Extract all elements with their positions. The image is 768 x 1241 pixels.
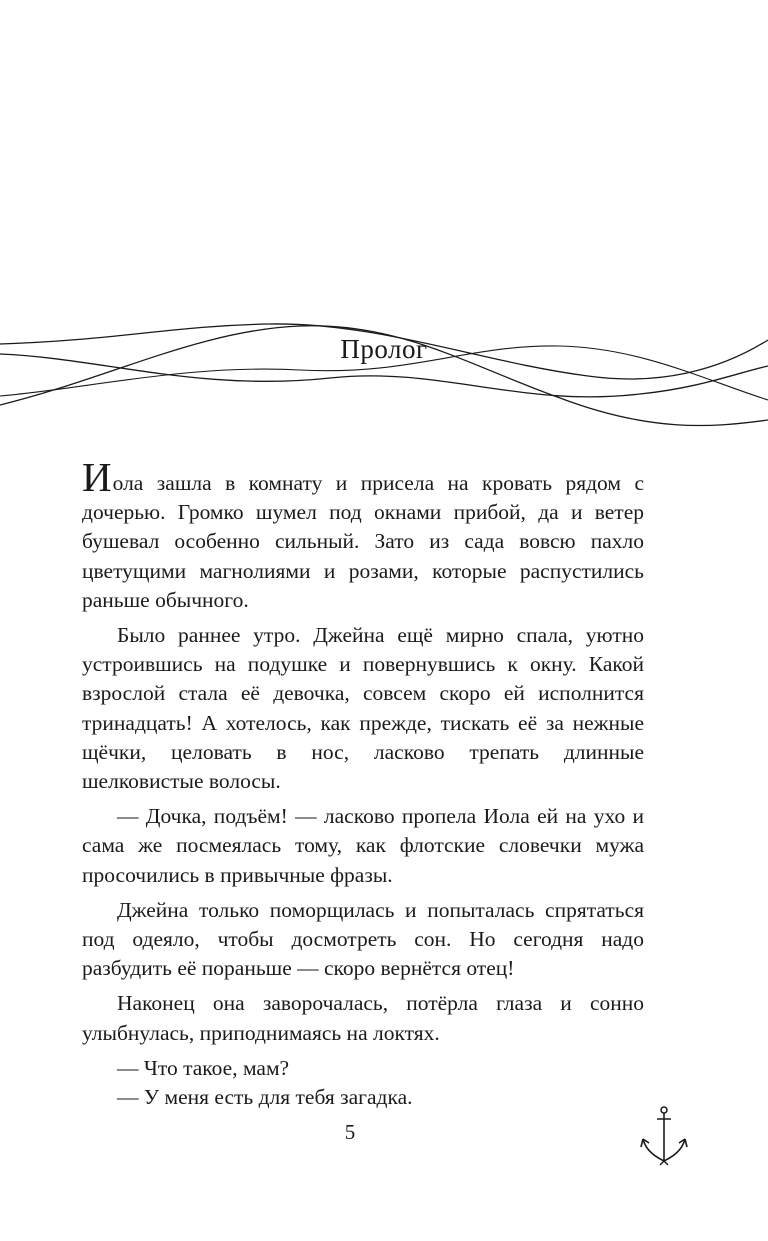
chapter-title: Пролог xyxy=(340,334,428,364)
paragraph-4: Джейна только поморщилась и попыталась спрятаться под одеяло, чтобы досмотреть сон. Но сегодня надо разбудить её пораньше — скоро вернётся отец! xyxy=(82,897,644,981)
paragraph-1-text: ола зашла в комнату и присела на кровать рядом с дочерью. Громко шумел под окнами прибой, да и ветер бушевал особенно сильный. Зато из сада вовсю пахло цветущими магнолиями и розами, которые распустились раньше обычного. xyxy=(82,471,644,612)
paragraph-2: Было раннее утро. Джейна ещё мирно спала, уютно устроившись на подушке и повернувшись к окну. Какой взрослой стала её девочка, совсем скоро ей исполнится тринадцать! А хотелось, как прежде, тискать её за нежные щёчки, целовать в нос, ласково трепать длинные шелковистые волосы. xyxy=(82,623,644,794)
drop-cap: И xyxy=(82,454,112,500)
paragraph-7: — У меня есть для тебя загадка. xyxy=(117,1085,413,1110)
wave-ornament xyxy=(0,300,768,450)
paragraph-6: — Что такое, мам? xyxy=(117,1055,290,1080)
page-number: 5 xyxy=(344,1120,356,1144)
anchor-icon xyxy=(640,1105,688,1167)
paragraph-5: Наконец она заворочалась, потёрла глаза и сонно улыбнулась, приподнимаясь на локтях. xyxy=(82,991,644,1045)
paragraph-3: — Дочка, подъём! — ласково пропела Иола ей на ухо и сама же посмеялась тому, как флотские словечки мужа просочились в привычные фразы. xyxy=(82,804,644,887)
paragraph-1 xyxy=(82,454,644,615)
body-text xyxy=(82,454,644,1112)
